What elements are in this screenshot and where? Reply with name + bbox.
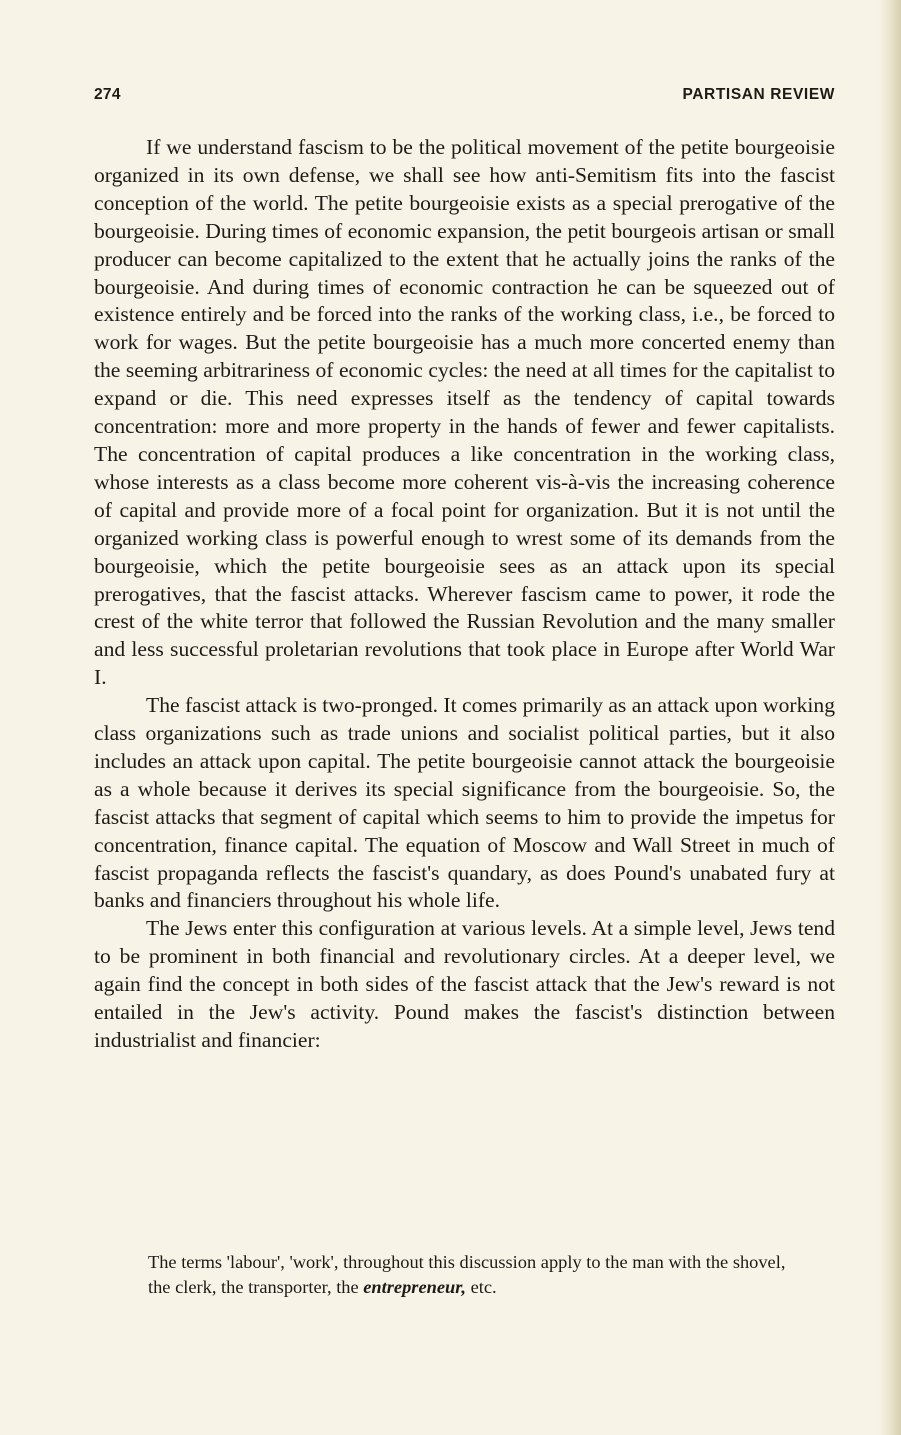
quote-text-after: etc. [465, 1277, 497, 1297]
paragraph-3: The Jews enter this configuration at various levels. At a simple level, Jews tend to be prominent in both financial and revolutionary circles. At a deeper level, we again find the concept in both sides of the fascist attack that the Jew's reward is not entailed in the Jew's activity. Pound makes the fascist's distinction between industrialist and financier: [94, 916, 835, 1052]
page-number: 274 [94, 86, 121, 103]
paragraph-1: If we understand fascism to be the political movement of the petite bourgeoisie organized in its own defense, we shall see how anti-Semitism fits into the fascist conception of the world. The petite bourgeoisie exists as a special prerogative of the bourgeoisie. During times of economic expansion, the petit bourgeois artisan or small producer can become capitalized to the extent that he actually joins the ranks of the bourgeoisie. And during times of economic contraction he can be squeezed out of existence entirely and be forced into the ranks of the working class, i.e., be forced to work for wages. But the petite bourgeoisie has a much more concerted enemy than the seeming arbitrariness of economic cycles: the need at all times for the capitalist to expand or die. This need expresses itself as the tendency of capital towards concentration: more and more property in the hands of fewer and fewer capitalists. The concentration of capital produces a like concentration in the working class, whose interests as a class become more coherent vis-à-vis the increasing coherence of capital and provide more of a focal point for organization. But it is not until the organized working class is powerful enough to wrest some of its demands from the bourgeoisie, which the petite bourgeoisie sees as an attack upon its special prerogatives, that the fascist attacks. Wherever fascism came to power, it rode the crest of the white terror that followed the Russian Revolution and the many smaller and less successful proletarian revolutions that took place in Europe after World War I. [94, 135, 835, 690]
block-quote [148, 1250, 808, 1300]
quote-text-before: The terms 'labour', 'work', throughout this discussion apply to the man with the shovel, the clerk, the transporter, the [148, 1252, 786, 1297]
page-header [94, 86, 835, 110]
body-text [94, 134, 835, 1055]
paragraph-2: The fascist attack is two-pronged. It comes primarily as an attack upon working class organizations such as trade unions and socialist political parties, but it also includes an attack upon capital. The petite bourgeoisie cannot attack the bourgeoisie as a whole because it derives its special significance from the bourgeoisie. So, the fascist attacks that segment of capital which seems to him to provide the impetus for concentration, finance capital. The equation of Moscow and Wall Street in much of fascist propaganda reflects the fascist's quandary, as does Pound's unabated fury at banks and financiers throughout his whole life. [94, 693, 835, 913]
running-title: PARTISAN REVIEW [682, 86, 835, 103]
quote-italic-term: entrepreneur, [363, 1277, 466, 1297]
page-edge-shadow [879, 0, 901, 1435]
